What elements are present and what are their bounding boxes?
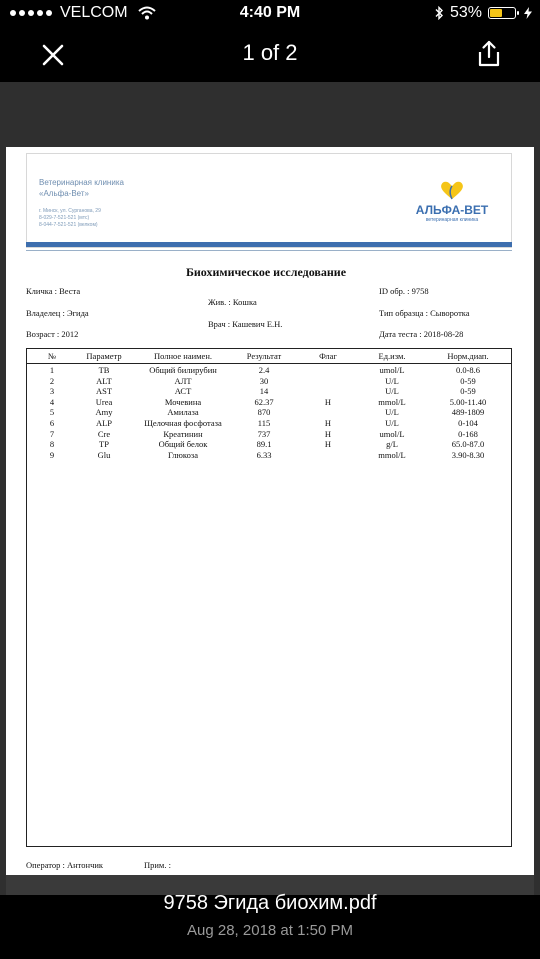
table-cell: umol/L [379, 365, 405, 375]
meta-age: Возраст : 2012 [26, 329, 79, 339]
file-name: 9758 Эгида биохим.pdf [163, 892, 377, 914]
table-cell: 115 [257, 418, 271, 428]
battery-icon [488, 7, 516, 19]
clinic-address: г. Минск, ул. Сурганова, 29 [39, 208, 101, 214]
table-cell: Glu [97, 449, 111, 460]
clinic-name-line1: Ветеринарная клиника [39, 178, 124, 187]
table-header-cell: Полное наимен. [153, 351, 213, 361]
table-cell: 2.4 [258, 365, 270, 375]
status-time: 4:40 PM [239, 4, 301, 21]
meta-sample-type: Тип образца : Сыворотка [379, 308, 470, 318]
table-cell: 7 [49, 428, 55, 439]
header-thin-divider [26, 250, 512, 251]
table-cell: Мочевина [164, 396, 202, 407]
table-cell: TP [99, 439, 109, 450]
table-cell: 62.37 [254, 396, 274, 407]
table-header-cell: Результат [246, 351, 282, 361]
meta-nickname: Кличка : Веста [26, 286, 81, 296]
footer-note: Прим. : [144, 860, 171, 870]
table-cell: Креатинин [163, 428, 203, 439]
letterhead [26, 153, 512, 248]
clinic-name-line2: «Альфа-Вет» [39, 189, 89, 198]
table-cell: 14 [259, 386, 269, 397]
status-right [434, 4, 532, 22]
table-cell: Щелочная фосфотаза [144, 418, 222, 428]
table-cell: 5 [49, 407, 55, 418]
meta-test-date: Дата теста : 2018-08-28 [379, 329, 464, 339]
table-cell: 870 [257, 407, 271, 418]
table-cell: H [324, 418, 332, 428]
bluetooth-icon [434, 6, 444, 20]
battery-percent: 53% [449, 4, 482, 21]
table-cell: mmol/L [378, 396, 406, 407]
table-cell: U/L [385, 386, 399, 397]
table-cell: 6 [49, 418, 55, 428]
table-header-cell: Параметр [86, 351, 122, 361]
table-header-cell: Флаг [319, 351, 337, 361]
table-cell: 489-1809 [451, 407, 485, 418]
table-cell: 1 [49, 365, 55, 375]
battery-level [490, 9, 502, 17]
table-cell: 65.0-87.0 [451, 439, 485, 450]
carrier-label: VELCOM [60, 4, 128, 21]
document-viewer[interactable] [0, 82, 540, 895]
table-cell: 0-168 [458, 428, 478, 439]
table-cell: 4 [49, 396, 55, 407]
clinic-name [39, 177, 124, 199]
table-cell: U/L [385, 418, 399, 428]
meta-owner: Владелец : Эгида [26, 308, 89, 318]
navigation-bar [0, 28, 540, 82]
meta-id: ID обр. : 9758 [379, 286, 429, 296]
table-cell: umol/L [379, 428, 405, 439]
table-header-divider [27, 363, 511, 364]
table-cell: H [324, 439, 332, 450]
table-cell: 2 [49, 375, 55, 386]
table-cell: 8 [49, 439, 55, 450]
heart-logo-icon [439, 180, 465, 200]
clinic-phone-1: 8-029-7-521-521 (мтс) [39, 215, 90, 221]
table-cell: U/L [385, 375, 399, 386]
table-header-cell: Ед.изм. [378, 351, 406, 361]
results-table [26, 348, 512, 847]
table-cell: mmol/L [378, 449, 406, 460]
table-cell: 5.00-11.40 [449, 396, 487, 407]
table-cell: 0.0-8.6 [455, 365, 481, 375]
table-cell: Cre [97, 428, 111, 439]
table-cell: 30 [259, 375, 269, 386]
table-cell: Амилаза [167, 407, 199, 418]
clinic-phone-2: 8-044-7-521-521 (велком) [39, 222, 98, 228]
share-icon[interactable] [476, 40, 502, 68]
table-cell: Глюкоза [168, 449, 198, 460]
table-cell: U/L [385, 407, 399, 418]
table-cell: ALP [95, 418, 113, 428]
table-cell: AST [95, 386, 113, 397]
table-cell: Urea [95, 396, 113, 407]
document-title: Биохимическое исследование [185, 265, 347, 279]
charging-bolt-icon [524, 7, 532, 19]
meta-doctor: Врач : Кашевич Е.Н. [208, 319, 283, 329]
footer-operator: Оператор : Антончик [26, 860, 104, 870]
table-cell: 3.90-8.30 [451, 449, 485, 460]
table-cell: TB [98, 365, 110, 375]
table-cell: 0-59 [460, 375, 476, 386]
file-date: Aug 28, 2018 at 1:50 PM [187, 922, 353, 939]
header-divider [26, 242, 512, 247]
table-header-cell: № [47, 351, 57, 361]
status-bar [0, 0, 540, 28]
logo-subtitle: ветеринарная клиника [425, 217, 479, 223]
table-cell: g/L [386, 439, 398, 450]
table-cell: 0-104 [458, 418, 478, 428]
table-cell: АЛТ [174, 375, 192, 386]
table-cell: 89.1 [256, 439, 272, 450]
table-cell: H [324, 428, 332, 439]
clinic-logo [407, 180, 497, 223]
table-cell: Общий билирубин [149, 365, 217, 375]
clinic-contacts [39, 208, 101, 229]
table-cell: 0-59 [460, 386, 476, 397]
table-cell: 6.33 [256, 449, 272, 460]
table-cell: Общий белок [158, 439, 208, 450]
table-cell: ALT [96, 375, 112, 386]
table-cell: 9 [49, 449, 55, 460]
page-indicator: 1 of 2 [242, 40, 298, 65]
pdf-page[interactable] [6, 147, 534, 875]
logo-text: АЛЬФА-ВЕТ [415, 203, 489, 217]
meta-animal: Жив. : Кошка [208, 297, 257, 307]
table-header-cell: Норм.диап. [447, 351, 489, 361]
table-cell: Amy [95, 407, 113, 418]
table-cell: 737 [257, 428, 271, 439]
table-cell: 3 [49, 386, 55, 397]
table-cell: H [324, 396, 332, 407]
table-cell: АСТ [174, 386, 192, 397]
